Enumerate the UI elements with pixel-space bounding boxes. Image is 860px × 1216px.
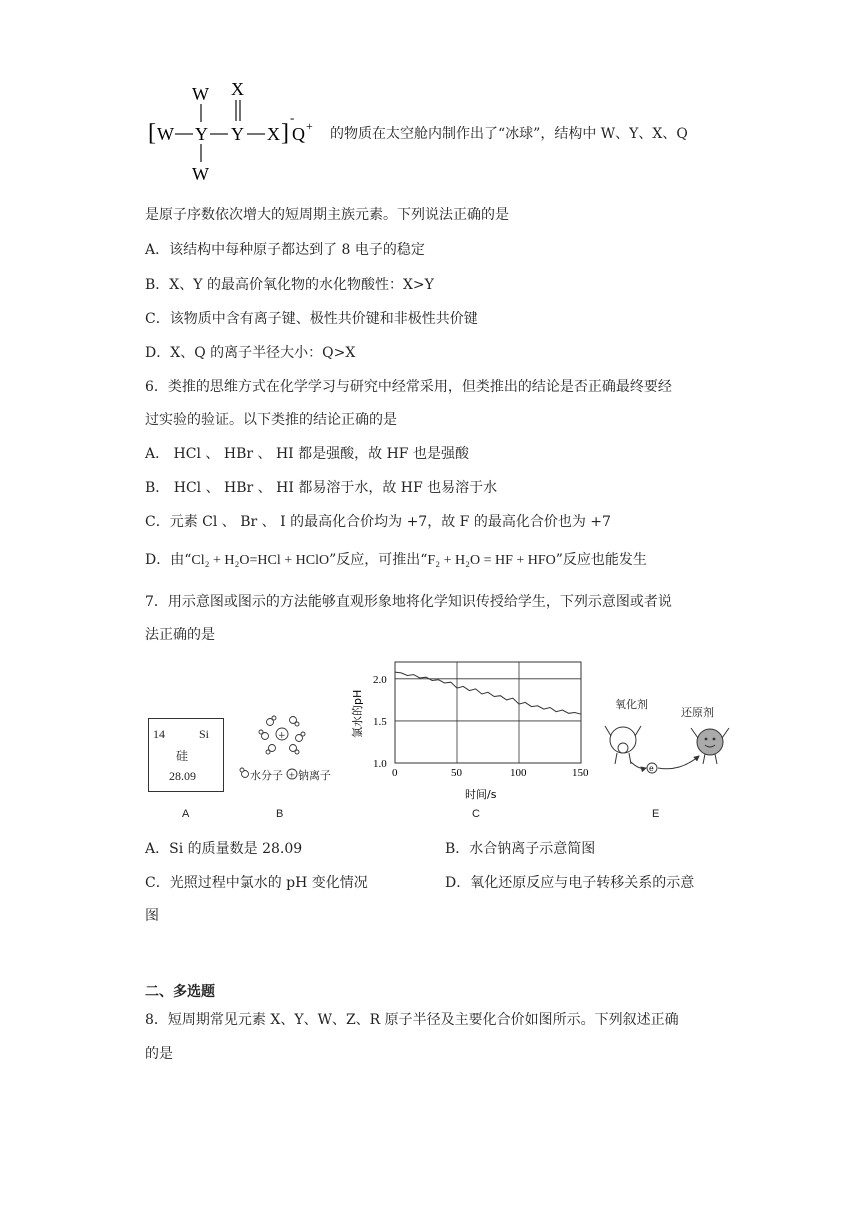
atom-Y-1: Y bbox=[195, 124, 208, 144]
y-axis-label: 氯水的pH bbox=[351, 689, 364, 738]
element-name: 硅 bbox=[176, 749, 189, 763]
q6-option-d-mid: ”反应，可推出“ bbox=[329, 552, 428, 568]
bracket-open: [ bbox=[148, 120, 156, 146]
q7-stem-line1: 7．用示意图或图示的方法能够直观形象地将化学知识传授给学生，下列示意图或者说 bbox=[145, 594, 672, 610]
atomic-mass: 28.09 bbox=[169, 769, 196, 783]
oxidant-label: 氧化剂 bbox=[615, 698, 648, 711]
element-symbol: Si bbox=[199, 727, 210, 741]
q6-option-c: C．元素 Cl 、 Br 、 I 的最高化合价均为 +7，故 F 的最高化合价也为 +7 bbox=[145, 514, 611, 530]
figure-a-caption: A bbox=[182, 808, 190, 820]
x-tick-label: 100 bbox=[510, 767, 527, 779]
q7-option-a: A．Si 的质量数是 28.09 bbox=[145, 841, 303, 857]
legend-water: 水分子 bbox=[250, 769, 283, 782]
x-tick-label: 50 bbox=[451, 767, 462, 779]
bracket-close: ] bbox=[281, 120, 289, 146]
q5-option-c: C．该物质中含有离子键、极性共价键和非极性共价键 bbox=[145, 311, 478, 327]
y-tick-label: 1.5 bbox=[373, 715, 387, 728]
q5-intro-tail: 的物质在太空舱内制作出了“冰球”，结构中 W、Y、X、Q bbox=[330, 126, 688, 142]
section-title: 二、多选题 bbox=[145, 984, 215, 1000]
atom-W-left: W bbox=[157, 124, 174, 144]
q7-option-c: C．光照过程中氯水的 pH 变化情况 bbox=[145, 875, 368, 891]
q8-line2: 的是 bbox=[145, 1046, 173, 1062]
q5-intro-line2: 是原子序数依次增大的短周期主族元素。下列说法正确的是 bbox=[145, 207, 509, 223]
q7-option-d-wrap: 图 bbox=[145, 908, 159, 924]
q6-option-a: A． HCl 、 HBr 、 HI 都是强酸，故 HF 也是强酸 bbox=[145, 446, 469, 462]
q6-option-d-suffix: ”反应也能发生 bbox=[555, 552, 647, 568]
figure-c-chart bbox=[345, 652, 595, 812]
svg-text:+: + bbox=[278, 731, 286, 741]
charge-minus: - bbox=[290, 110, 295, 125]
atom-X-top: X bbox=[231, 79, 244, 99]
legend-sodium: 钠离子 bbox=[298, 769, 331, 782]
ph-series-line bbox=[395, 672, 581, 714]
q5-option-d: D．X、Q 的离子半径大小：Q>X bbox=[145, 345, 356, 361]
q6-option-b: B． HCl 、 HBr 、 HI 都易溶于水，故 HF 也易溶于水 bbox=[145, 480, 498, 496]
q5-option-a: A．该结构中每种原子都达到了 8 电子的稳定 bbox=[145, 242, 425, 258]
x-tick-label: 0 bbox=[392, 767, 398, 779]
figure-a-element-cell bbox=[148, 718, 224, 792]
atom-X-right: X bbox=[267, 124, 280, 144]
q6-option-d-prefix: D．由“ bbox=[145, 552, 192, 568]
figure-e-caption: E bbox=[652, 808, 660, 820]
q7-option-b: B．水合钠离子示意简图 bbox=[445, 841, 596, 857]
atom-W-top: W bbox=[192, 84, 209, 104]
atom-Y-2: Y bbox=[231, 124, 244, 144]
figure-e-redox bbox=[595, 696, 760, 782]
electron-label: e bbox=[649, 764, 654, 773]
charge-plus: + bbox=[306, 119, 313, 133]
q6-option-d-eq1: Cl₂ + H₂O=HCl + HClO bbox=[191, 553, 330, 568]
q7-stem-line2: 法正确的是 bbox=[145, 627, 215, 643]
atom-W-bottom: W bbox=[192, 164, 209, 184]
q8-line1: 8．短周期常见元素 X、Y、W、Z、R 原子半径及主要化合价如图所示。下列叙述正确 bbox=[145, 1012, 679, 1028]
figure-b-hydrated-ion bbox=[236, 710, 346, 788]
figure-b-caption: B bbox=[276, 808, 284, 820]
atomic-number: 14 bbox=[153, 727, 165, 741]
atom-Q: Q bbox=[292, 124, 305, 144]
figure-c-caption: C bbox=[472, 808, 480, 820]
q7-option-d: D．氧化还原反应与电子转移关系的示意 bbox=[445, 875, 695, 891]
reductant-label: 还原剂 bbox=[681, 706, 714, 719]
svg-text:+: + bbox=[288, 770, 296, 780]
x-axis-label: 时间/s bbox=[465, 788, 497, 801]
y-tick-label: 1.0 bbox=[373, 758, 387, 770]
q5-option-b: B．X、Y 的最高价氧化物的水化物酸性：X>Y bbox=[145, 277, 434, 293]
q6-option-d bbox=[145, 550, 647, 571]
q6-stem-line1: 6．类推的思维方式在化学学习与研究中经常采用，但类推出的结论是否正确最终要经 bbox=[145, 379, 672, 395]
structure-formula bbox=[140, 78, 330, 188]
q6-stem-line2: 过实验的验证。以下类推的结论正确的是 bbox=[145, 412, 397, 428]
q6-option-d-eq2: F₂ + H₂O = HF + HFO bbox=[427, 553, 556, 568]
x-tick-label: 150 bbox=[572, 767, 589, 779]
y-tick-label: 2.0 bbox=[373, 673, 387, 686]
